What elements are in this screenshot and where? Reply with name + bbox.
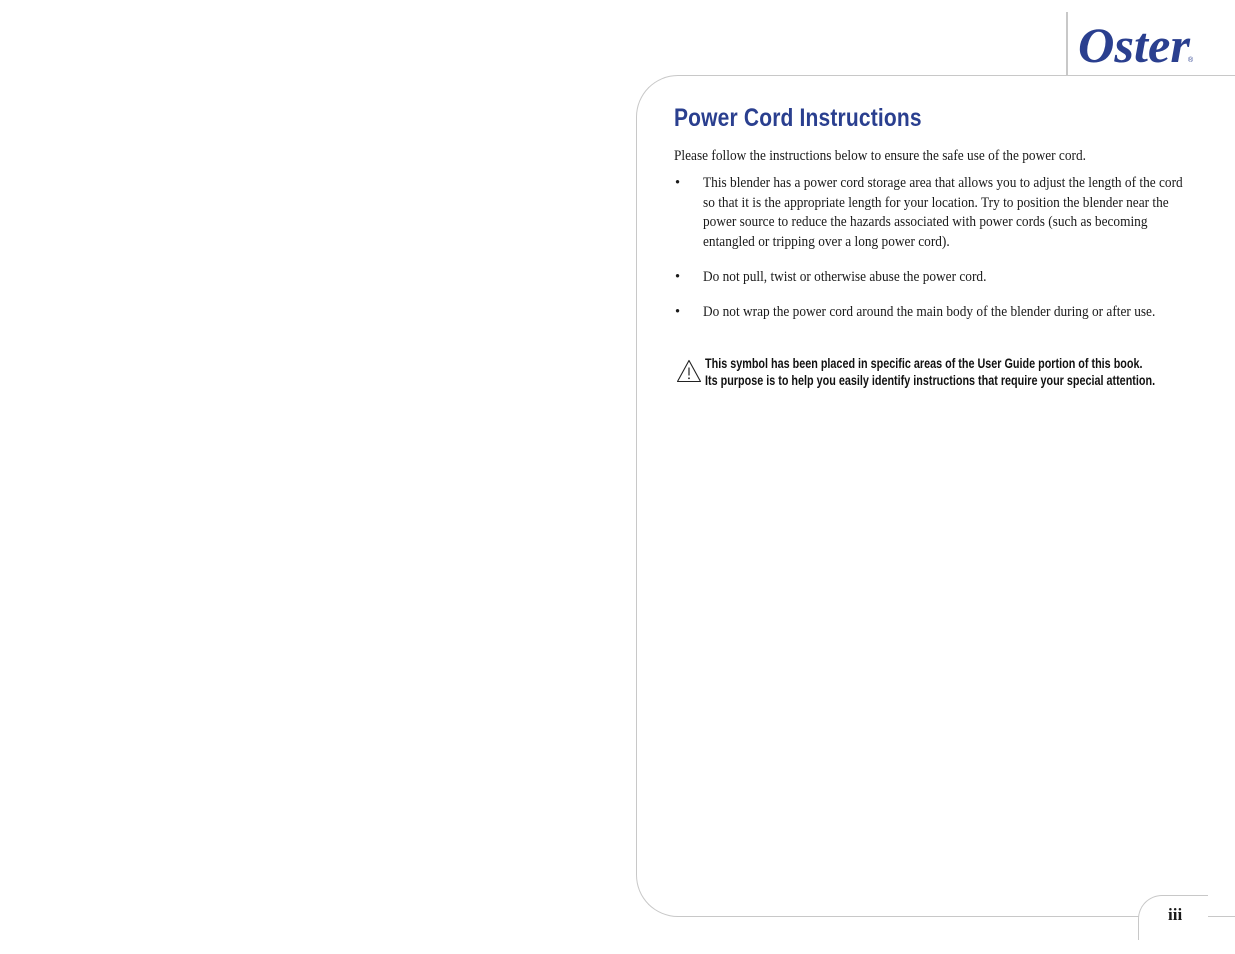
list-item: [674, 174, 1184, 252]
bullet-mark: •: [675, 268, 681, 285]
logo-wordmark: Oster: [1078, 17, 1191, 70]
instruction-list: [674, 174, 1184, 338]
logo-trademark: ®: [1188, 57, 1194, 64]
list-item-text: Do not pull, twist or otherwise abuse the power cord.: [703, 268, 987, 285]
list-item: [674, 268, 1184, 288]
notice-text: [705, 355, 1169, 389]
intro-text: Please follow the instructions below to ensure the safe use of the power cord.: [674, 148, 1086, 164]
notice-line-2: Its purpose is to help you easily identify instructions that require your special attention.: [705, 373, 1156, 388]
notice-line-1: This symbol has been placed in specific areas of the User Guide portion of this book.: [705, 356, 1143, 371]
bullet-mark: •: [675, 303, 681, 320]
warning-triangle-icon: [676, 359, 702, 383]
header-divider: [1066, 12, 1068, 75]
page-number: iii: [1168, 905, 1183, 924]
page-title: Power Cord Instructions: [674, 104, 922, 132]
list-item-text: This blender has a power cord storage area that allows you to adjust the length of the cord so that it is the appropriate length for your location. Try to position the blender near the power source to reduce the hazards associated with power cords (such as becoming entangled or tripping over a long power cord).: [703, 175, 1183, 250]
safety-notice: [676, 355, 1216, 395]
list-item-text: Do not wrap the power cord around the main body of the blender during or after use.: [703, 303, 1156, 320]
oster-logo: [1076, 14, 1201, 70]
bullet-mark: •: [675, 175, 681, 191]
list-item: [674, 303, 1184, 323]
